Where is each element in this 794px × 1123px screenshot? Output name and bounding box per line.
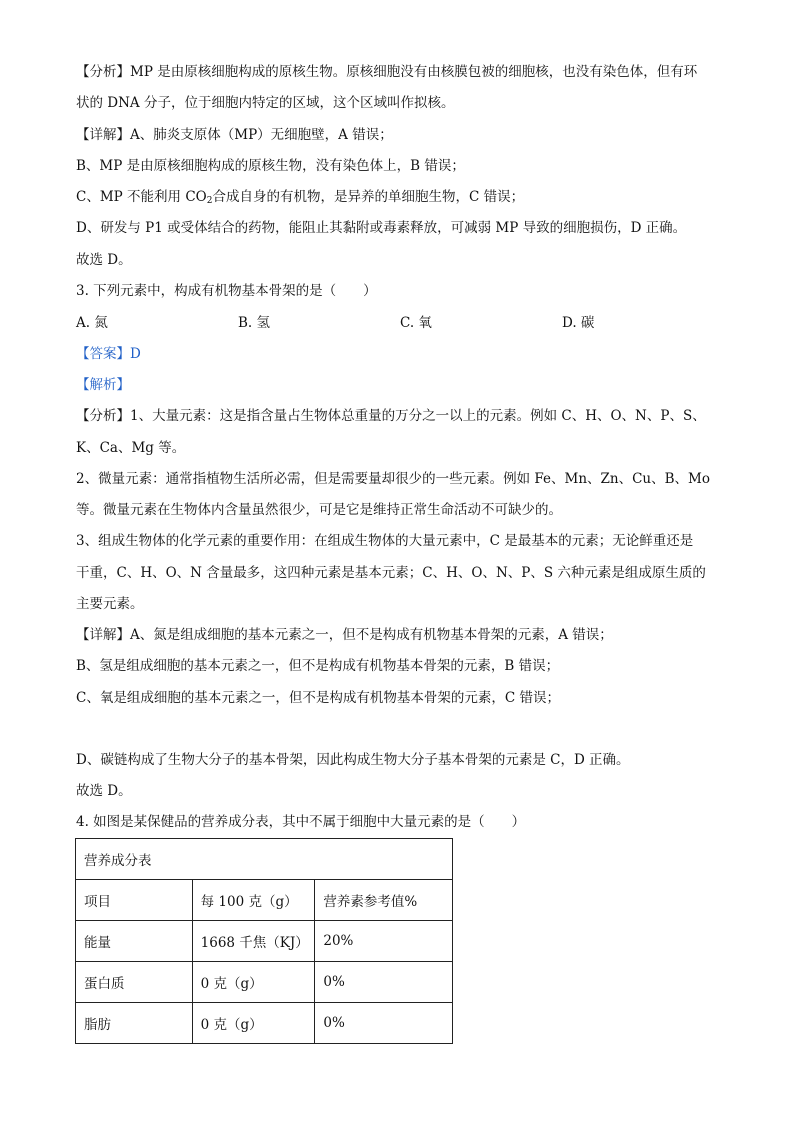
table-cell: 1668 千焦（KJ） bbox=[192, 921, 315, 962]
table-cell: 0% bbox=[315, 1003, 453, 1044]
table-title-row bbox=[76, 839, 453, 880]
q3-analysis-line-1: 【分析】1、大量元素：这是指含量占生物体总重量的万分之一以上的元素。例如 C、H、O、N、P、S、 bbox=[76, 408, 706, 424]
q3-choose: 故选 D。 bbox=[76, 783, 132, 799]
q3-detail-line-4: D、碳链构成了生物大分子的基本骨架，因此构成生物大分子基本骨架的元素是 C，D 正确。 bbox=[76, 752, 630, 768]
q3-stem: 3. 下列元素中，构成有机物基本骨架的是（ ） bbox=[76, 283, 377, 299]
table-cell: 能量 bbox=[76, 921, 193, 962]
table-cell: 0% bbox=[315, 962, 453, 1003]
q4-stem: 4. 如图是某保健品的营养成分表，其中不属于细胞中大量元素的是（ ） bbox=[76, 814, 526, 830]
q3-analysis-line-4: 等。微量元素在生物体内含量虽然很少，可是它是维持正常生命活动不可缺少的。 bbox=[76, 502, 562, 518]
q2-detail-line-4: D、研发与 P1 或受体结合的药物，能阻止其黏附或毒素释放，可减弱 MP 导致的细胞损伤，D 正确。 bbox=[76, 220, 687, 236]
header-nrv: 营养素参考值% bbox=[315, 880, 453, 921]
table-cell: 0 克（g） bbox=[192, 962, 315, 1003]
table-cell: 脂肪 bbox=[76, 1003, 193, 1044]
q3-analysis-line-2: K、Ca、Mg 等。 bbox=[76, 440, 186, 456]
q2-analysis-line-2: 状的 DNA 分子，位于细胞内特定的区域，这个区域叫作拟核。 bbox=[76, 95, 455, 111]
q3-analysis-line-5: 3、组成生物体的化学元素的重要作用：在组成生物体的大量元素中，C 是最基本的元素；无论鲜重还是 bbox=[76, 533, 694, 549]
q2-detail-line-2: B、MP 是由原核细胞构成的原核生物，没有染色体上，B 错误； bbox=[76, 158, 465, 174]
q2-detail-3-post: 合成自身的有机物，是异养的单细胞生物，C 错误； bbox=[212, 189, 525, 205]
table-header-row bbox=[76, 880, 453, 921]
q2-detail-line-1: 【详解】A、肺炎支原体（MP）无细胞壁，A 错误； bbox=[76, 127, 393, 143]
q3-detail-line-3: C、氧是组成细胞的基本元素之一，但不是构成有机物基本骨架的元素，C 错误； bbox=[76, 690, 560, 706]
q2-detail-line-3 bbox=[76, 188, 524, 206]
table-cell: 0 克（g） bbox=[192, 1003, 315, 1044]
q3-option-c: C. 氧 bbox=[400, 315, 432, 331]
q3-option-d: D. 碳 bbox=[562, 315, 595, 331]
table-title: 营养成分表 bbox=[76, 839, 453, 880]
q3-answer: 【答案】D bbox=[76, 346, 141, 362]
co2-subscript: 2 bbox=[206, 196, 213, 206]
nutrition-table bbox=[75, 838, 453, 1044]
q3-jiexi-heading: 【解析】 bbox=[76, 377, 130, 393]
header-per-100g: 每 100 克（g） bbox=[192, 880, 315, 921]
q2-choose: 故选 D。 bbox=[76, 252, 132, 268]
table-row bbox=[76, 1003, 453, 1044]
table-cell: 20% bbox=[315, 921, 453, 962]
q3-analysis-line-7: 主要元素。 bbox=[76, 596, 144, 612]
q2-detail-3-pre: C、MP 不能利用 CO bbox=[76, 189, 207, 205]
q3-analysis-line-6: 干重，C、H、O、N 含量最多，这四种元素是基本元素；C、H、O、N、P、S 六种元素是组成原生质的 bbox=[76, 565, 706, 581]
q3-option-b: B. 氢 bbox=[238, 315, 271, 331]
table-cell: 蛋白质 bbox=[76, 962, 193, 1003]
q3-analysis-line-3: 2、微量元素：通常指植物生活所必需，但是需要量却很少的一些元素。例如 Fe、Mn、Zn、Cu、B、Mo bbox=[76, 471, 710, 487]
table-row bbox=[76, 921, 453, 962]
q3-detail-line-1: 【详解】A、氮是组成细胞的基本元素之一，但不是构成有机物基本骨架的元素，A 错误； bbox=[76, 627, 613, 643]
q3-option-a: A. 氮 bbox=[76, 315, 108, 331]
q2-analysis-line-1: 【分析】MP 是由原核细胞构成的原核生物。原核细胞没有由核膜包被的细胞核，也没有染色体，但有环 bbox=[76, 64, 698, 80]
q3-detail-line-2: B、氢是组成细胞的基本元素之一，但不是构成有机物基本骨架的元素，B 错误； bbox=[76, 658, 560, 674]
table-row bbox=[76, 962, 453, 1003]
header-item: 项目 bbox=[76, 880, 193, 921]
